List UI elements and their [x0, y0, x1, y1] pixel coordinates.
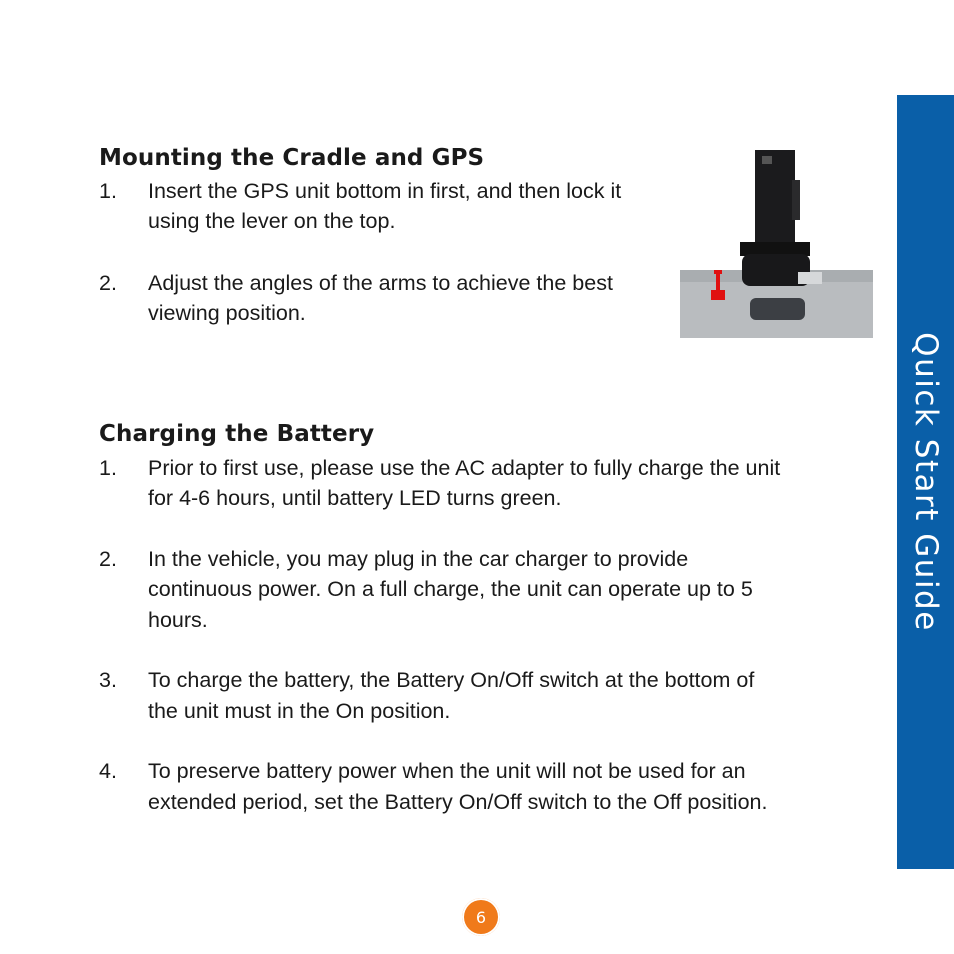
- item-text-line: To preserve battery power when the unit will not be used for an: [148, 759, 746, 783]
- side-tab: [897, 95, 954, 869]
- item-text-line: To charge the battery, the Battery On/Off switch at the bottom of: [148, 668, 755, 692]
- item-text-line: Prior to first use, please use the AC adapter to fully charge the unit: [148, 456, 781, 480]
- section-heading-mounting: Mounting the Cradle and GPS: [99, 145, 485, 171]
- item-number: 2.: [99, 271, 117, 295]
- item-text-line: for 4-6 hours, until battery LED turns green.: [148, 486, 562, 510]
- section-heading-charging: Charging the Battery: [99, 421, 375, 447]
- item-text-line: hours.: [148, 608, 208, 632]
- item-number: 1.: [99, 456, 117, 480]
- item-text-line: viewing position.: [148, 301, 306, 325]
- list-item: [0, 756, 880, 826]
- item-text-line: extended period, set the Battery On/Off switch to the Off position.: [148, 790, 768, 814]
- list-item: [0, 268, 700, 338]
- item-text-line: the unit must in the On position.: [148, 699, 451, 723]
- item-text-line: continuous power. On a full charge, the unit can operate up to 5: [148, 577, 753, 601]
- list-item: [0, 453, 880, 523]
- page-number: 6: [475, 907, 487, 927]
- item-text-line: using the lever on the top.: [148, 209, 396, 233]
- item-number: 1.: [99, 179, 117, 203]
- cradle-photo: [680, 150, 873, 338]
- item-number: 2.: [99, 547, 117, 571]
- item-text-line: Adjust the angles of the arms to achieve the best: [148, 271, 613, 295]
- side-tab-label: Quick Start Guide: [907, 332, 944, 632]
- item-text-line: Insert the GPS unit bottom in first, and then lock it: [148, 179, 622, 203]
- item-number: 4.: [99, 759, 117, 783]
- list-item: [0, 544, 880, 644]
- page-number-badge: [462, 898, 500, 936]
- list-item: [0, 176, 700, 246]
- item-number: 3.: [99, 668, 117, 692]
- item-text-line: In the vehicle, you may plug in the car charger to provide: [148, 547, 689, 571]
- list-item: [0, 665, 880, 735]
